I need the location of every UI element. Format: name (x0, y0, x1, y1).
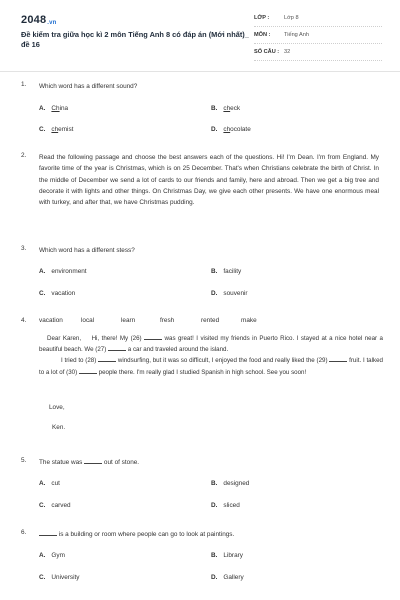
option-label: A. (39, 105, 46, 112)
letter-text: people there. I'm really glad I studied Spanish in high school. See you soon! (98, 368, 307, 376)
option-b[interactable] (211, 105, 240, 112)
option-c[interactable] (39, 290, 75, 297)
option-d[interactable] (211, 126, 251, 133)
question-number: 5. (21, 457, 27, 464)
option-a[interactable] (39, 552, 65, 559)
option-label: D. (211, 126, 218, 133)
question-1 (21, 81, 381, 141)
question-2 (21, 152, 381, 236)
blank-30[interactable] (79, 367, 97, 374)
option-c[interactable] (39, 574, 79, 581)
option-c[interactable] (39, 126, 73, 133)
letter-closing: Love, (49, 404, 65, 411)
option-text: designed (223, 480, 250, 487)
meta-key: SỐ CÂU : (254, 49, 280, 55)
word-bank-item: rented (201, 317, 220, 324)
option-a[interactable] (39, 105, 68, 112)
option-label: C. (39, 290, 46, 297)
letter-text: fruit. I talked to a lot of (30) (39, 357, 383, 376)
letter-text: I tried to (28) (61, 357, 97, 365)
option-text: facility (223, 268, 242, 275)
option-label: D. (211, 502, 218, 509)
letter-passage (39, 333, 383, 378)
meta-row-class (254, 12, 382, 27)
blank-26[interactable] (144, 333, 162, 340)
answer-blank[interactable] (84, 457, 102, 464)
question-passage: Read the following passage and choose the best answers each of the questions. Hi! I'm Dean. I'm from England. My favorite time of the year is Christmas, which is on 25 December. That's when Christians celebrate the birth of Christ. In the middle of December we send a lot of cards to our friends and family, here and abroad. Then we get a big tree and decorate it with lights and other things. On Christmas Day, we give each other presents. We have one enormous meal with turkey, and after that, we have Christmas pudding. (39, 154, 379, 207)
meta-value: Tiếng Anh (284, 32, 309, 38)
logo-suffix: .vn (47, 20, 57, 26)
option-label: A. (39, 480, 46, 487)
option-d[interactable] (211, 290, 248, 297)
option-text: souvenir (223, 290, 248, 297)
question-5 (21, 457, 381, 517)
question-4 (21, 317, 381, 437)
letter-text: windsurfing, but it was so difficult, I enjoyed the food and really liked the (29) (117, 357, 328, 365)
option-b[interactable] (211, 552, 243, 559)
option-label: B. (211, 480, 218, 487)
meta-value: 32 (284, 49, 291, 55)
letter-text: a car and traveled around the island. (127, 346, 229, 354)
question-text (39, 529, 379, 540)
option-a[interactable] (39, 268, 87, 275)
option-label: C. (39, 126, 46, 133)
question-text (39, 457, 379, 468)
meta-key: LỚP : (254, 15, 270, 21)
header (0, 0, 400, 66)
question-text-post: out of stone. (103, 459, 140, 466)
option-d[interactable] (211, 574, 244, 581)
letter-signature: Ken. (52, 424, 66, 431)
option-label: D. (211, 290, 218, 297)
option-text: cut (51, 480, 60, 487)
option-text: Library (223, 552, 243, 559)
question-text-post: is a building or room where people can go to look at paintings. (58, 531, 235, 538)
option-text: vacation (51, 290, 76, 297)
question-number: 1. (21, 81, 27, 88)
word-bank-item: local (81, 317, 95, 324)
option-b[interactable] (211, 268, 241, 275)
letter-text: was great! I visited my friends in Puerto Rico. I stayed at a nice hotel near a beautiful beach. We (27) (39, 335, 383, 354)
option-b[interactable] (211, 480, 249, 487)
option-text: sliced (223, 502, 240, 509)
meta-value: Lớp 8 (284, 15, 299, 21)
option-text: Gallery (223, 574, 244, 581)
option-label: B. (211, 268, 218, 275)
blank-28[interactable] (98, 355, 116, 362)
option-text: ocolate (230, 126, 251, 133)
option-d[interactable] (211, 502, 240, 509)
option-label: B. (211, 552, 218, 559)
question-3 (21, 245, 381, 305)
option-text: University (51, 574, 80, 581)
letter-greeting: Dear Karen, (47, 335, 82, 342)
blank-29[interactable] (329, 355, 347, 362)
word-bank-item: learn (121, 317, 136, 324)
question-number: 6. (21, 529, 27, 536)
question-text-pre: The statue was (39, 459, 83, 466)
option-underlined: ch (223, 105, 231, 112)
question-text: Which word has a different sound? (39, 83, 138, 90)
option-text: ina (59, 105, 69, 112)
question-6 (21, 529, 381, 591)
logo-text: 2048 (21, 14, 47, 26)
meta-info (254, 12, 382, 63)
option-label: A. (39, 268, 46, 275)
option-underlined: ch (223, 126, 231, 133)
option-label: C. (39, 574, 46, 581)
option-label: C. (39, 502, 46, 509)
answer-blank[interactable] (39, 529, 57, 536)
option-label: B. (211, 105, 218, 112)
option-text: eck (230, 105, 241, 112)
option-text: emist (58, 126, 74, 133)
option-label: A. (39, 552, 46, 559)
option-a[interactable] (39, 480, 60, 487)
option-underlined: ch (51, 126, 59, 133)
option-text: carved (51, 502, 71, 509)
word-bank-item: vacation (39, 317, 63, 324)
question-number: 2. (21, 152, 27, 159)
option-text: Gym (51, 552, 65, 559)
header-divider (0, 71, 400, 72)
option-text: environment (51, 268, 87, 275)
word-bank-item: fresh (160, 317, 175, 324)
option-underlined: Ch (51, 105, 60, 112)
meta-row-subject (254, 29, 382, 44)
question-number: 3. (21, 245, 27, 252)
site-logo[interactable] (21, 14, 57, 26)
word-bank (39, 317, 379, 327)
meta-key: MÔN : (254, 32, 271, 38)
meta-row-count (254, 46, 382, 61)
question-text: Which word has a different stess? (39, 247, 135, 254)
document-title: Đề kiểm tra giữa học kì 2 môn Tiếng Anh 8 có đáp án (Mới nhất)_ đề 16 (21, 30, 249, 49)
word-bank-item: make (241, 317, 257, 324)
option-label: D. (211, 574, 218, 581)
letter-text: Hi, there! My (26) (91, 335, 142, 342)
blank-27[interactable] (108, 344, 126, 351)
question-number: 4. (21, 317, 27, 324)
option-c[interactable] (39, 502, 71, 509)
